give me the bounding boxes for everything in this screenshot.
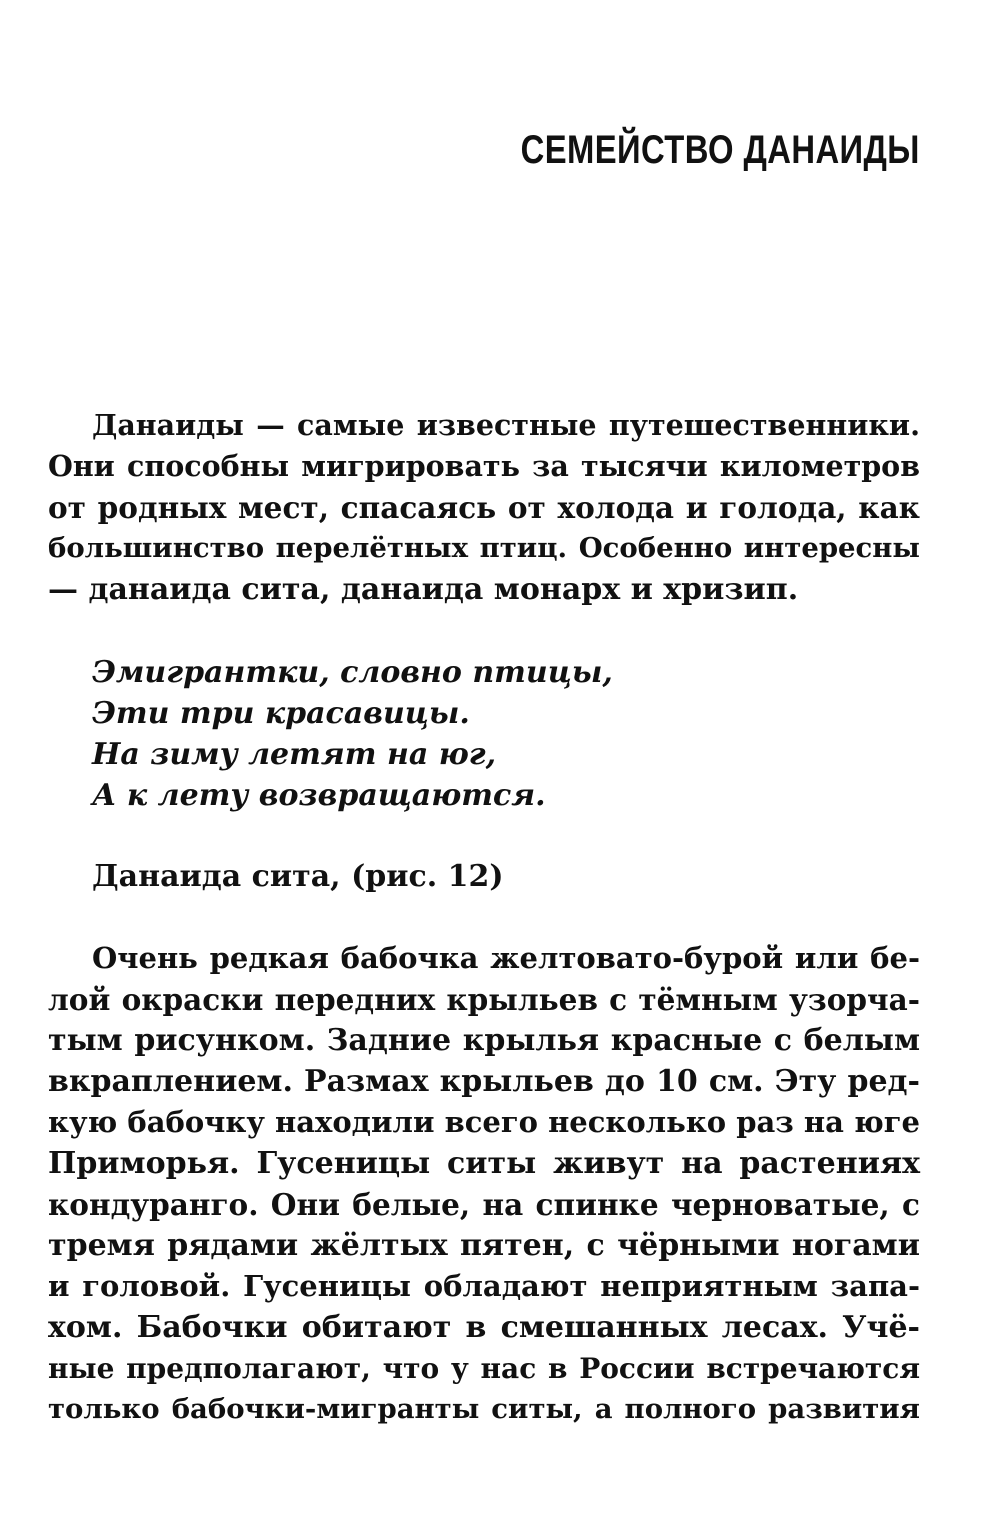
- description-line: тремя рядами жёлтых пятен, с чёрными ногами: [48, 1228, 920, 1263]
- intro-line: Данаиды — самые известные путешественники.: [92, 408, 920, 442]
- description-line: хом. Бабочки обитают в смешанных лесах. Учё-: [48, 1310, 920, 1345]
- description-line: и головой. Гусеницы обладают неприятным запа-: [48, 1269, 920, 1303]
- section-subheading: Данаида сита, (рис. 12): [92, 859, 504, 894]
- intro-line: Они способны мигрировать за тысячи километров: [48, 449, 920, 483]
- poem-line: Эмигрантки, словно птицы,: [92, 655, 613, 690]
- poem-line: На зиму летят на юг,: [92, 737, 497, 772]
- description-line: лой окраски передних крыльев с тёмным узорча-: [48, 982, 920, 1017]
- intro-paragraph: [48, 405, 920, 610]
- description-line: Очень редкая бабочка желтовато-бурой или бе-: [92, 941, 920, 975]
- intro-line: от родных мест, спасаясь от холода и голода, как: [48, 490, 920, 525]
- description-line: только бабочки-мигранты ситы, а полного развития: [48, 1393, 920, 1425]
- description-line: кондуранго. Они белые, на спинке черноватые, с: [48, 1187, 920, 1222]
- poem-stanza: [92, 652, 613, 816]
- description-line: кую бабочку находили всего несколько раз на юге: [48, 1105, 920, 1139]
- poem-line: Эти три красавицы.: [92, 696, 470, 731]
- description-line: вкраплением. Размах крыльев до 10 см. Эту ред-: [48, 1064, 920, 1099]
- description-line: ные предполагают, что у нас в России встречаются: [48, 1352, 920, 1385]
- description-line: Приморья. Гусеницы ситы живут на растениях: [48, 1146, 920, 1181]
- intro-line: — данаида сита, данаида монарх и хризип.: [48, 572, 799, 607]
- intro-line: большинство перелётных птиц. Особенно интересны: [48, 532, 920, 564]
- description-paragraph: [48, 938, 920, 1430]
- poem-line: А к лету возвращаются.: [92, 778, 546, 813]
- description-line: тым рисунком. Задние крылья красные с белым: [48, 1023, 920, 1058]
- chapter-title: СЕМЕЙСТВО ДАНАИДЫ: [520, 128, 920, 172]
